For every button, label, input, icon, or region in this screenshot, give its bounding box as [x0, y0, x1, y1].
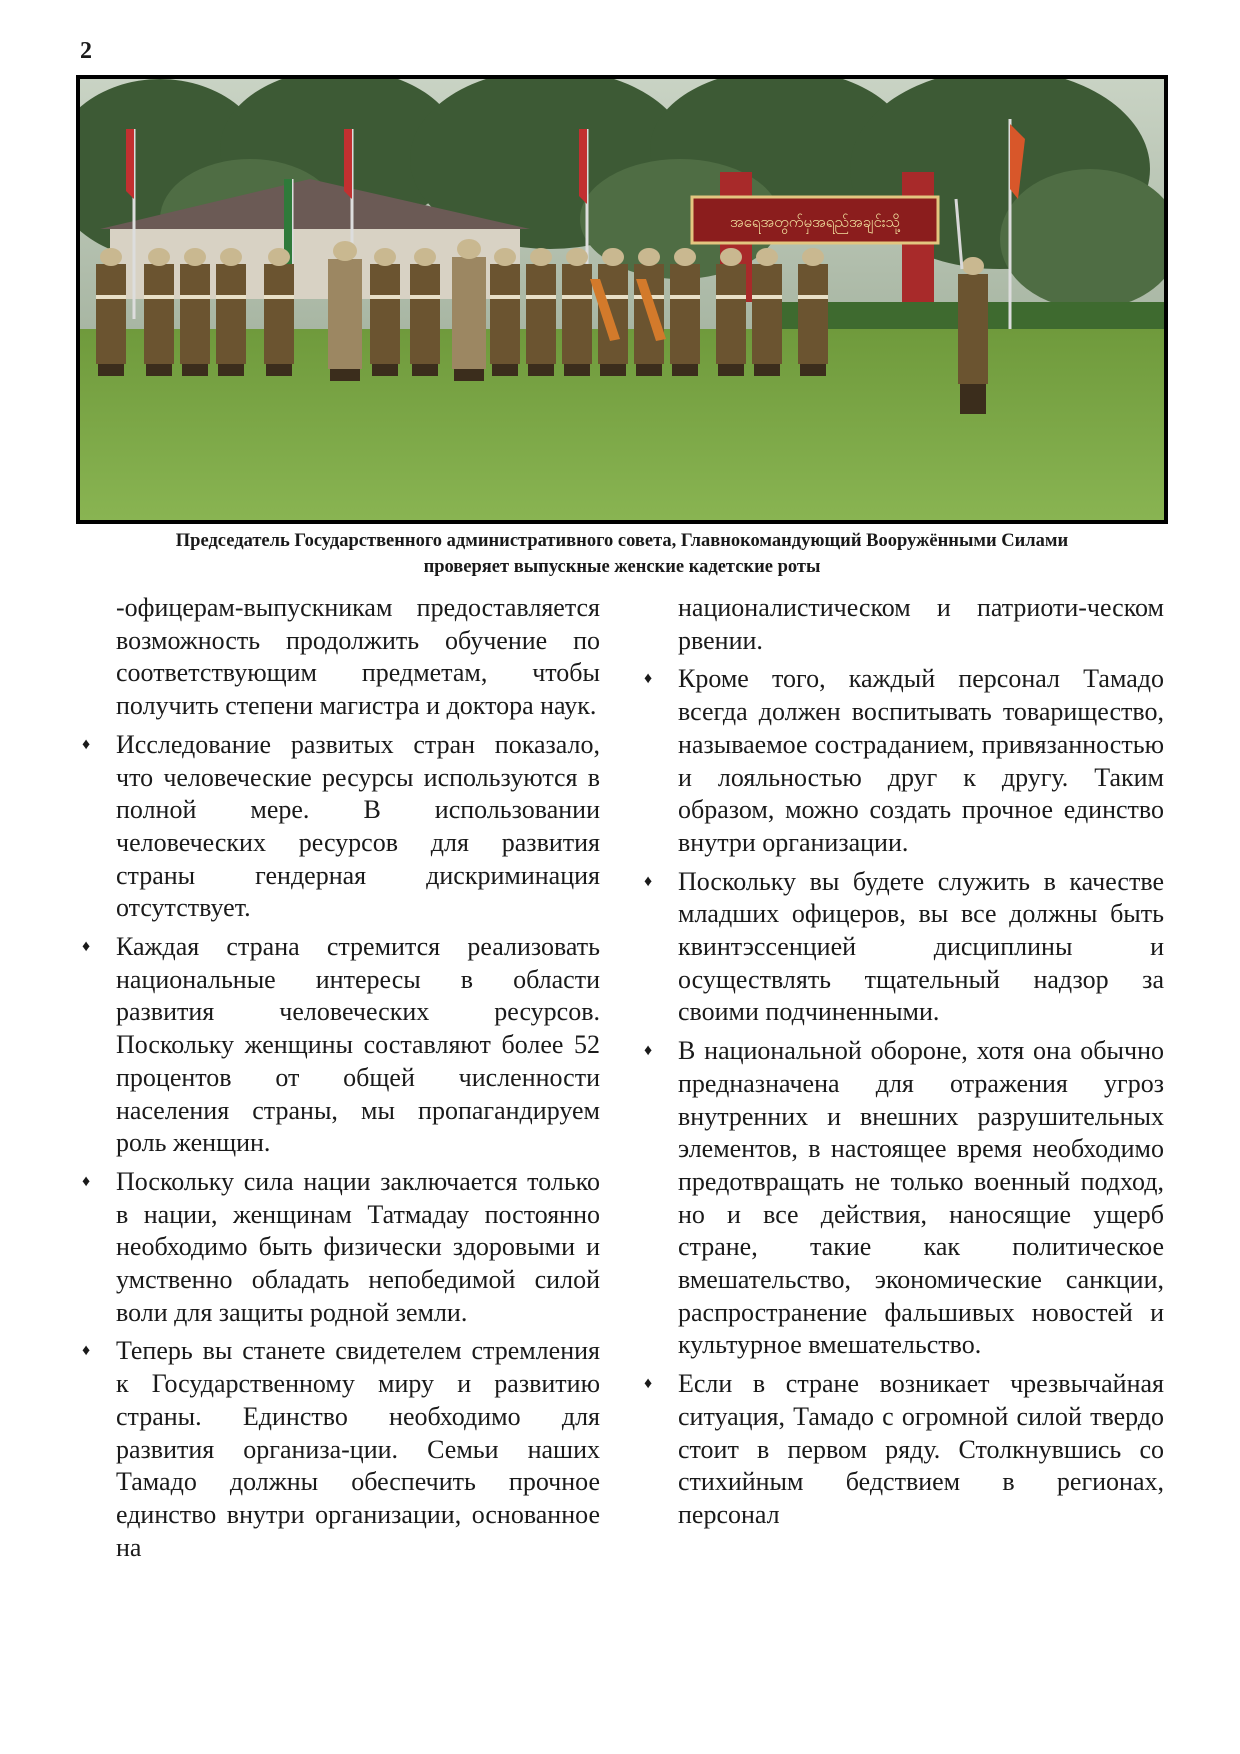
diamond-bullet-icon: ♦ — [644, 1042, 653, 1060]
diamond-bullet-icon: ♦ — [82, 735, 91, 753]
photo-image — [80, 79, 1164, 520]
bullet-item — [644, 866, 1164, 1030]
bullet-text: Кроме того, каждый персонал Тамадо всегда должен воспитывать товарищество, называемое состраданием, привязанностью и лояльностью друг к другу. Таким образом, можно создать прочное единство внутри организации. — [678, 664, 1164, 857]
bullet-text: Теперь вы станете свидетелем стремления к Государственному миру и развитию страны. Единство необходимо для развития организа-ции. Семьи наших Тамадо должны обеспечить прочное единство внутри организации, основанное на — [116, 1336, 600, 1562]
paragraph — [678, 592, 1164, 657]
caption-line-1: Председатель Государственного административного совета, Главнокомандующий Вооружёнными Силами — [175, 531, 1069, 551]
bullet-item — [644, 663, 1164, 859]
bullet-item — [82, 931, 600, 1160]
bullet-text: Поскольку вы будете служить в качестве младших офицеров, вы все должны быть квинтэссенцией дисциплины и осуществлять тщательный надзор за своими подчиненными. — [678, 866, 1164, 1027]
bullet-item — [644, 1368, 1164, 1532]
diamond-bullet-icon: ♦ — [82, 1172, 91, 1190]
bullet-text: Если в стране возникает чрезвычайная ситуация, Тамадо с огромной силой твердо стоит в первом ряду. Столкнувшись со стихийным бедствием в регионах, персонал — [678, 1369, 1164, 1529]
bullet-text: Каждая страна стремится реализовать национальные интересы в области развития человеческих ресурсов. Поскольку женщины составляют более 52 процентов от общей численности населения страны, мы пропагандируем роль женщин. — [116, 932, 600, 1158]
bullet-text: В национальной обороне, хотя она обычно предназначена для отражения угроз внутренних и внешних разрушительных элементов, в настоящее время необходимо предотвращать не только военный подход, но и все действия, наносящие ущерб стране, такие как политическое вмешательство, экономические санкции, распространение фальшивых новостей и культурное вмешательство. — [678, 1036, 1164, 1360]
bullet-text: Поскольку сила нации заключается только в нации, женщинам Татмадау постоянно необходимо быть физически здоровыми и умственно обладать непобедимой силой воли для защиты родной земли. — [116, 1166, 600, 1327]
paragraph-text: -офицерам-выпускникам предоставляется возможность продолжить обучение по соответствующим предметам, чтобы получить степени магистра и доктора наук. — [116, 593, 600, 721]
parade-photo — [76, 75, 1168, 524]
bullet-item — [82, 1166, 600, 1330]
paragraph-text: националистическом и патриоти-ческом рвении. — [678, 593, 1164, 655]
sign-text: အရေအတွက်မှအရည်အချင်းသို့ — [729, 213, 901, 231]
page-number: 2 — [80, 38, 92, 64]
diamond-bullet-icon: ♦ — [82, 938, 91, 956]
bullet-item — [82, 1335, 600, 1564]
diamond-bullet-icon: ♦ — [644, 1375, 653, 1393]
caption-line-2: проверяет выпускные женские кадетские роты — [423, 557, 821, 577]
diamond-bullet-icon: ♦ — [644, 670, 653, 688]
right-column — [644, 592, 1164, 1538]
bullet-text: Исследование развитых стран показало, что человеческие ресурсы используются в полной мере. В использовании человеческих ресурсов для развития страны гендерная дискриминация отсутствует. — [116, 729, 600, 923]
diamond-bullet-icon: ♦ — [82, 1342, 91, 1360]
photo-caption — [76, 528, 1168, 580]
bullet-item — [644, 1035, 1164, 1362]
diamond-bullet-icon: ♦ — [644, 872, 653, 890]
bullet-item — [82, 729, 600, 925]
paragraph — [116, 592, 600, 723]
left-column — [82, 592, 600, 1570]
